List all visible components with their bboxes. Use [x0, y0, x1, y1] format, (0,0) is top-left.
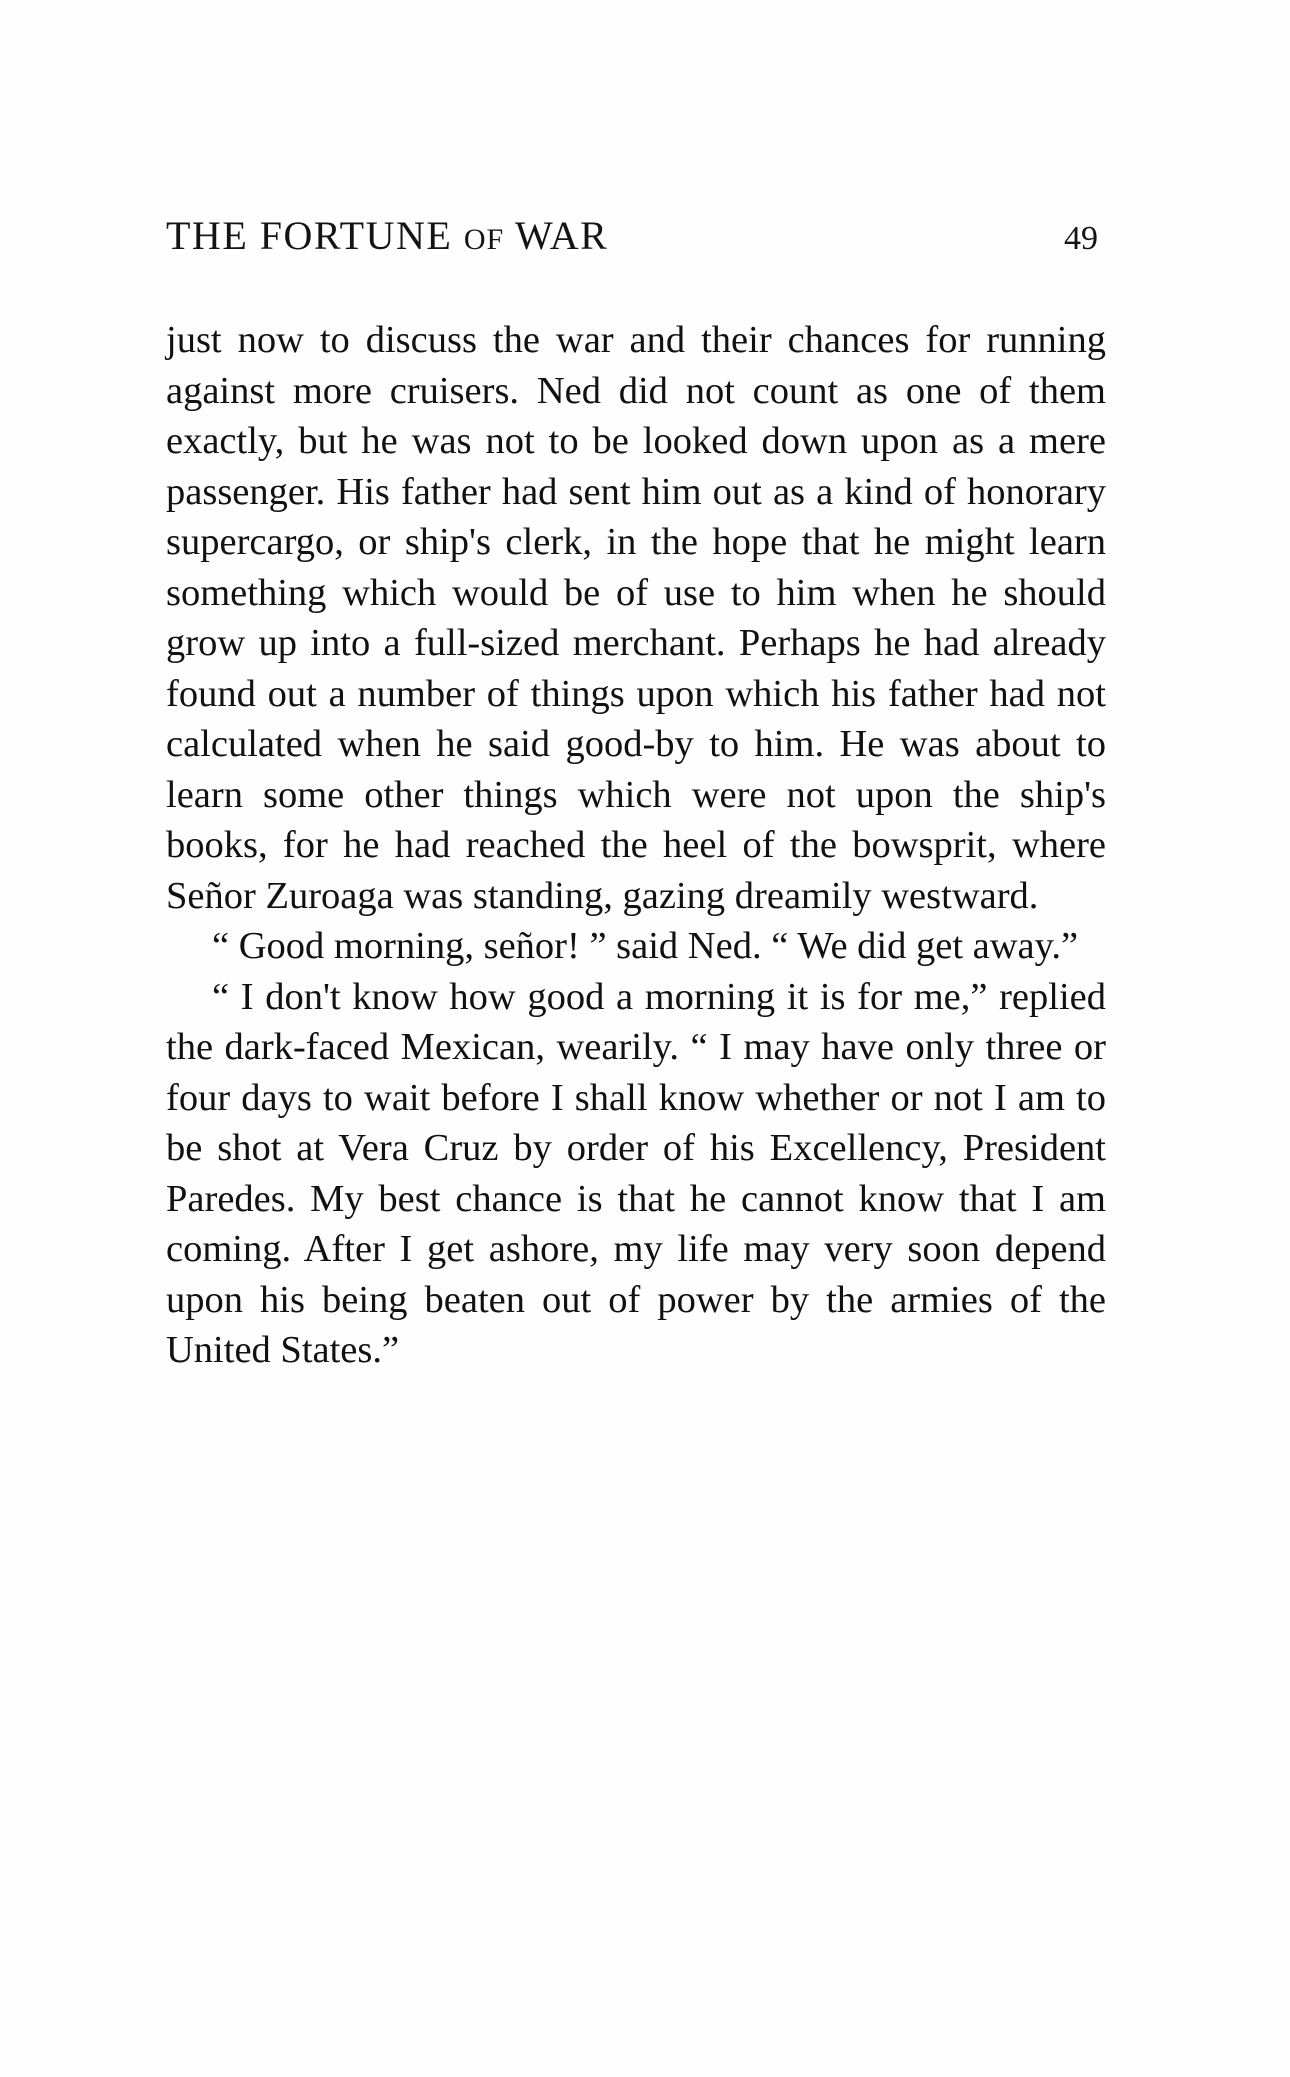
running-head: [166, 212, 1106, 259]
chapter-title-part-2: WAR: [514, 213, 609, 258]
body-text: [166, 315, 1106, 1376]
page-number: 49: [1064, 220, 1098, 257]
chapter-title-of: OF: [463, 223, 505, 256]
paragraph-3: “ I don't know how good a morning it is for me,” replied the dark-faced Mexican, wearily. “ I may have only three or four days to wait before I shall know whether or not I am to be shot at Vera Cruz by order of his Excellency, President Paredes. My best chance is that he cannot know that I am coming. After I get ashore, my life may very soon depend upon his being beaten out of power by the armies of the United States.”: [166, 975, 1106, 1371]
chapter-title: [166, 212, 608, 259]
chapter-title-part-1: THE FORTUNE: [166, 213, 453, 258]
page-content: [166, 212, 1126, 1376]
paragraph-2: “ Good morning, señor! ” said Ned. “ We did get away.”: [212, 925, 1079, 967]
paragraph-1: just now to discuss the war and their chances for running against more cruisers. Ned did not count as one of them exactly, but he was not to be looked down upon as a mere passenger. His father had sent him out as a kind of honorary supercargo, or ship's clerk, in the hope that he might learn something which would be of use to him when he should grow up into a full-sized merchant. Perhaps he had already found out a number of things upon which his father had not calculated when he said good-by to him. He was about to learn some other things which were not upon the ship's books, for he had reached the heel of the bowsprit, where Señor Zuroaga was standing, gazing dreamily westward.: [166, 319, 1106, 917]
